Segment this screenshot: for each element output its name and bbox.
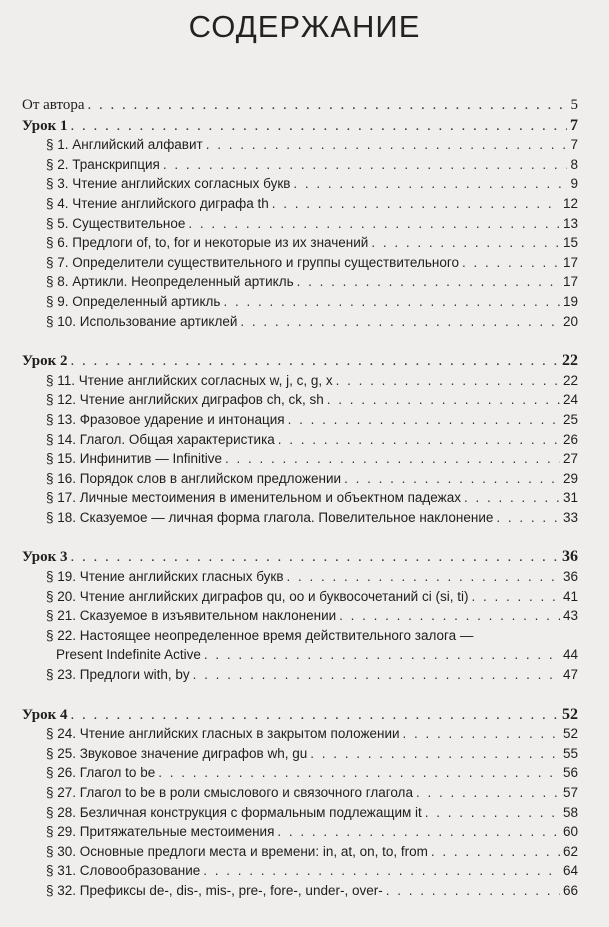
toc-item[interactable] (22, 410, 578, 430)
dot-leader (288, 410, 560, 430)
toc-item-text: § 15. Инфинитив — Infinitive (46, 451, 223, 467)
toc-item-text: § 14. Глагол. Общая характеристика (46, 431, 275, 447)
dot-leader (278, 430, 560, 450)
toc-page-number: 22 (562, 372, 578, 388)
toc-item[interactable] (22, 842, 578, 862)
dot-leader (204, 645, 560, 665)
toc-page-number: 5 (570, 97, 578, 113)
toc-page-number: 17 (562, 254, 578, 270)
toc-page-number: 9 (570, 176, 578, 192)
toc-page-number: 58 (562, 804, 578, 820)
toc-item[interactable] (22, 803, 578, 823)
toc-page-number: 24 (562, 392, 578, 408)
toc-item[interactable] (22, 822, 578, 842)
dot-leader (336, 371, 560, 391)
section-gap (22, 685, 578, 705)
toc-item-text: § 24. Чтение английских гласных в закрытом положении (46, 726, 400, 742)
dot-leader (193, 665, 560, 685)
toc-item[interactable] (22, 744, 578, 764)
toc-item-text: § 10. Использование артиклей (46, 313, 238, 329)
toc-item-text: § 30. Основные предлоги места и времени: in, at, on, to, from (46, 843, 428, 859)
toc-item[interactable] (22, 724, 578, 744)
toc-page-number: 62 (562, 843, 578, 859)
toc-item[interactable] (22, 469, 578, 489)
toc-item[interactable] (22, 253, 578, 273)
toc-item-text: § 13. Фразовое ударение и интонация (46, 411, 285, 427)
toc-page-number: 26 (562, 431, 578, 447)
toc-item-text: § 19. Чтение английских гласных букв (46, 569, 284, 585)
dot-leader (327, 390, 560, 410)
toc-item-text: § 16. Порядок слов в английском предложении (46, 470, 342, 486)
dot-leader (203, 861, 560, 881)
dot-leader (464, 488, 560, 508)
dot-leader (416, 783, 560, 803)
toc-item-text: § 23. Предлоги with, by (46, 667, 190, 683)
toc-item-text: § 26. Глагол to be (46, 765, 156, 781)
toc-page-number: 55 (562, 745, 578, 761)
toc-item-text: § 3. Чтение английских согласных букв (46, 176, 291, 192)
toc-page-number: 52 (562, 726, 578, 742)
dot-leader (158, 763, 560, 783)
dot-leader (344, 469, 560, 489)
dot-leader (71, 117, 567, 137)
toc-lesson-3[interactable] (22, 547, 578, 567)
toc-page-number: 33 (562, 509, 578, 525)
toc-entry-label: От автора (22, 97, 85, 113)
toc-item-text: § 18. Сказуемое — личная форма глагола. Повелительное наклонение (46, 509, 494, 525)
toc-item-text: § 32. Префиксы de-, dis-, mis-, pre-, fore-, under-, over- (46, 882, 383, 898)
toc-item-text: § 28. Безличная конструкция с формальным подлежащим it (46, 804, 422, 820)
dot-leader (462, 253, 560, 273)
toc-item-text: Present Indefinite Active (56, 647, 201, 663)
lesson-label: Урок 3 (22, 549, 68, 566)
toc-item[interactable] (22, 194, 578, 214)
toc-page-number: 36 (562, 548, 578, 566)
toc-page-number: 52 (562, 705, 578, 723)
page-title: СОДЕРЖАНИЕ (188, 9, 421, 44)
toc-item-text: § 1. Английский алфавит (46, 137, 203, 153)
toc-item[interactable] (22, 371, 578, 391)
dot-leader (297, 272, 560, 292)
dot-leader (240, 312, 560, 332)
toc-item[interactable] (22, 272, 578, 292)
lesson-label: Урок 4 (22, 706, 68, 723)
toc-item-continuation[interactable] (22, 645, 578, 665)
toc-page-number: 20 (562, 313, 578, 329)
toc-item[interactable] (22, 292, 578, 312)
toc-page-number: 7 (570, 137, 578, 153)
toc-item[interactable] (22, 861, 578, 881)
toc-page-number: 25 (562, 411, 578, 427)
dot-leader (287, 567, 560, 587)
toc-page-number: 17 (562, 274, 578, 290)
toc-item[interactable] (22, 155, 578, 175)
section-gap (22, 527, 578, 547)
toc-page-number: 13 (562, 215, 578, 231)
toc-item[interactable] (22, 174, 578, 194)
toc-page-number: 60 (562, 824, 578, 840)
toc-item[interactable] (22, 783, 578, 803)
toc-item[interactable] (22, 587, 578, 607)
toc-page-number: 22 (562, 352, 578, 370)
lesson-label: Урок 2 (22, 353, 68, 370)
toc-item[interactable] (22, 430, 578, 450)
dot-leader (225, 449, 560, 469)
toc-item-text: § 8. Артикли. Неопределенный артикль (46, 274, 294, 290)
dot-leader (431, 842, 560, 862)
dot-leader (71, 706, 559, 726)
dot-leader (88, 96, 568, 116)
toc-page-number: 31 (562, 490, 578, 506)
toc-page-number: 27 (562, 451, 578, 467)
toc-lesson-4[interactable] (22, 705, 578, 725)
toc-item[interactable] (22, 488, 578, 508)
toc-item[interactable] (22, 626, 578, 646)
toc-item-text: § 12. Чтение английских диграфов ch, ck, sh (46, 392, 324, 408)
toc-page-number: 43 (562, 608, 578, 624)
toc-item[interactable] (22, 665, 578, 685)
toc-page-number: 12 (562, 195, 578, 211)
dot-leader (371, 233, 560, 253)
toc-item-text: § 20. Чтение английских диграфов qu, oo и буквосочетаний ci (si, ti) (46, 588, 469, 604)
lesson-label: Урок 1 (22, 117, 68, 134)
dot-leader (71, 352, 559, 372)
toc-item-text: § 31. Словообразование (46, 863, 201, 879)
dot-leader (386, 881, 560, 901)
toc-page-number: 29 (562, 470, 578, 486)
dot-leader (471, 587, 560, 607)
toc-item-text: § 5. Существительное (46, 215, 186, 231)
dot-leader (188, 214, 560, 234)
toc-page-number: 8 (570, 156, 578, 172)
toc-page-number: 41 (562, 588, 578, 604)
toc-page-number: 56 (562, 765, 578, 781)
toc-item[interactable] (22, 214, 578, 234)
toc-item-text: § 22. Настоящее неопределенное время действительного залога — (46, 627, 474, 643)
toc-page-number: 44 (562, 647, 578, 663)
toc-page-number: 66 (562, 882, 578, 898)
toc-item-text: § 7. Определители существительного и группы существительного (46, 254, 459, 270)
toc-page-number: 36 (562, 569, 578, 585)
toc-item[interactable] (22, 312, 578, 332)
toc-item-text: § 21. Сказуемое в изъявительном наклонении (46, 608, 337, 624)
toc-item-text: § 17. Личные местоимения в именительном и объектном падежах (46, 490, 461, 506)
dot-leader (339, 606, 560, 626)
toc-item[interactable] (22, 390, 578, 410)
toc-lesson-1[interactable] (22, 116, 578, 136)
dot-leader (496, 508, 560, 528)
toc-item-text: § 2. Транскрипция (46, 156, 160, 172)
dot-leader (206, 135, 568, 155)
dot-leader (223, 292, 560, 312)
dot-leader (403, 724, 560, 744)
toc-item[interactable] (22, 508, 578, 528)
section-gap (22, 331, 578, 351)
toc-page-number: 7 (570, 116, 578, 134)
dot-leader (277, 822, 560, 842)
dot-leader (71, 548, 559, 568)
toc-item[interactable] (22, 449, 578, 469)
toc-item-text: § 6. Предлоги of, to, for и некоторые из их значений (46, 235, 369, 251)
toc-page-number: 19 (562, 293, 578, 309)
toc-entry-author[interactable] (22, 96, 578, 116)
toc-item-text: § 25. Звуковое значение диграфов wh, gu (46, 745, 308, 761)
dot-leader (272, 194, 560, 214)
toc-item-text: § 9. Определенный артикль (46, 293, 221, 309)
toc-item-text: § 11. Чтение английских согласных w, j, c, g, x (46, 372, 333, 388)
toc-item-text: § 29. Притяжательные местоимения (46, 824, 275, 840)
toc-item[interactable] (22, 233, 578, 253)
toc-page-number: 15 (562, 235, 578, 251)
toc-lesson-2[interactable] (22, 351, 578, 371)
toc-item[interactable] (22, 567, 578, 587)
toc-page-number: 47 (562, 667, 578, 683)
toc-item[interactable] (22, 881, 578, 901)
table-of-contents (22, 96, 578, 901)
toc-item-text: § 27. Глагол to be в роли смыслового и связочного глагола (46, 785, 413, 800)
toc-page-number: 57 (562, 785, 578, 800)
dot-leader (163, 155, 568, 175)
dot-leader (310, 744, 560, 764)
toc-item[interactable] (22, 763, 578, 783)
toc-item[interactable] (22, 135, 578, 155)
toc-item[interactable] (22, 606, 578, 626)
dot-leader (293, 174, 567, 194)
toc-item-text: § 4. Чтение английского диграфа th (46, 195, 269, 211)
toc-page-number: 64 (562, 863, 578, 879)
dot-leader (425, 803, 560, 823)
